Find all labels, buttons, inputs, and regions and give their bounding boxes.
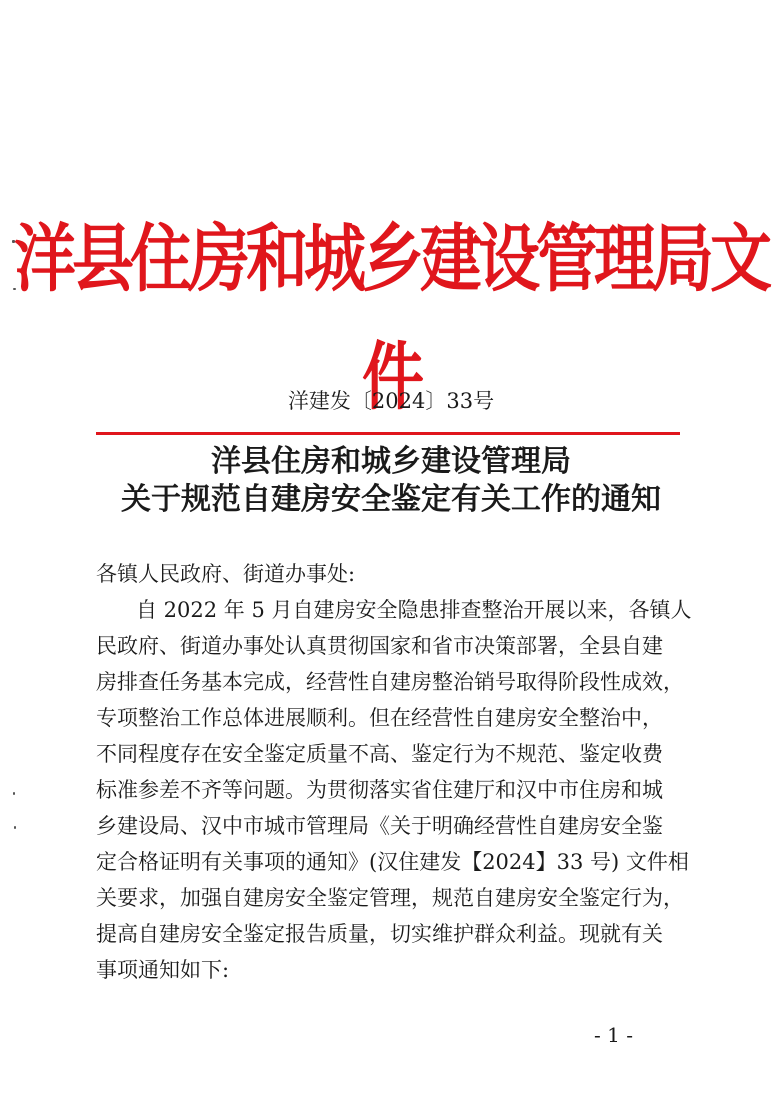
notice-title-line-2: 关于规范自建房安全鉴定有关工作的通知 [121,482,661,517]
document-number: 洋建发〔2024〕33号 [287,389,495,413]
salutation: 各镇人民政府、街道办事处: [96,562,356,586]
body-line: 提高自建房安全鉴定报告质量，切实维护群众利益。现就有关 [96,922,663,946]
issuing-authority-header: 洋县住房和城乡建设管理局文件 [13,215,768,420]
body-line: 民政府、街道办事处认真贯彻国家和省市决策部署，全县自建 [96,634,663,658]
body-line: 不同程度存在安全鉴定质量不高、鉴定行为不规范、鉴定收费 [96,742,663,766]
body-line: 专项整治工作总体进展顺利。但在经营性自建房安全整治中， [96,706,663,730]
page-number: - 1 - [594,1023,633,1047]
red-separator-line [96,432,680,435]
body-line: 事项通知如下: [96,958,230,982]
scan-speck [14,826,16,829]
body-line: 乡建设局、汉中市城市管理局《关于明确经营性自建房安全鉴 [96,814,663,838]
body-line: 自 2022 年 5 月自建房安全隐患排查整治开展以来，各镇人 [136,598,692,622]
body-line: 关要求，加强自建房安全鉴定管理，规范自建房安全鉴定行为， [96,886,684,910]
scan-speck [13,792,15,795]
body-line: 标准参差不齐等问题。为贯彻落实省住建厅和汉中市住房和城 [96,778,663,802]
body-line: 定合格证明有关事项的通知》(汉住建发【2024】33 号) 文件相 [96,850,689,874]
notice-title-line-1: 洋县住房和城乡建设管理局 [211,444,571,479]
notice-body [96,592,696,988]
body-line: 房排查任务基本完成，经营性自建房整治销号取得阶段性成效， [96,670,684,694]
